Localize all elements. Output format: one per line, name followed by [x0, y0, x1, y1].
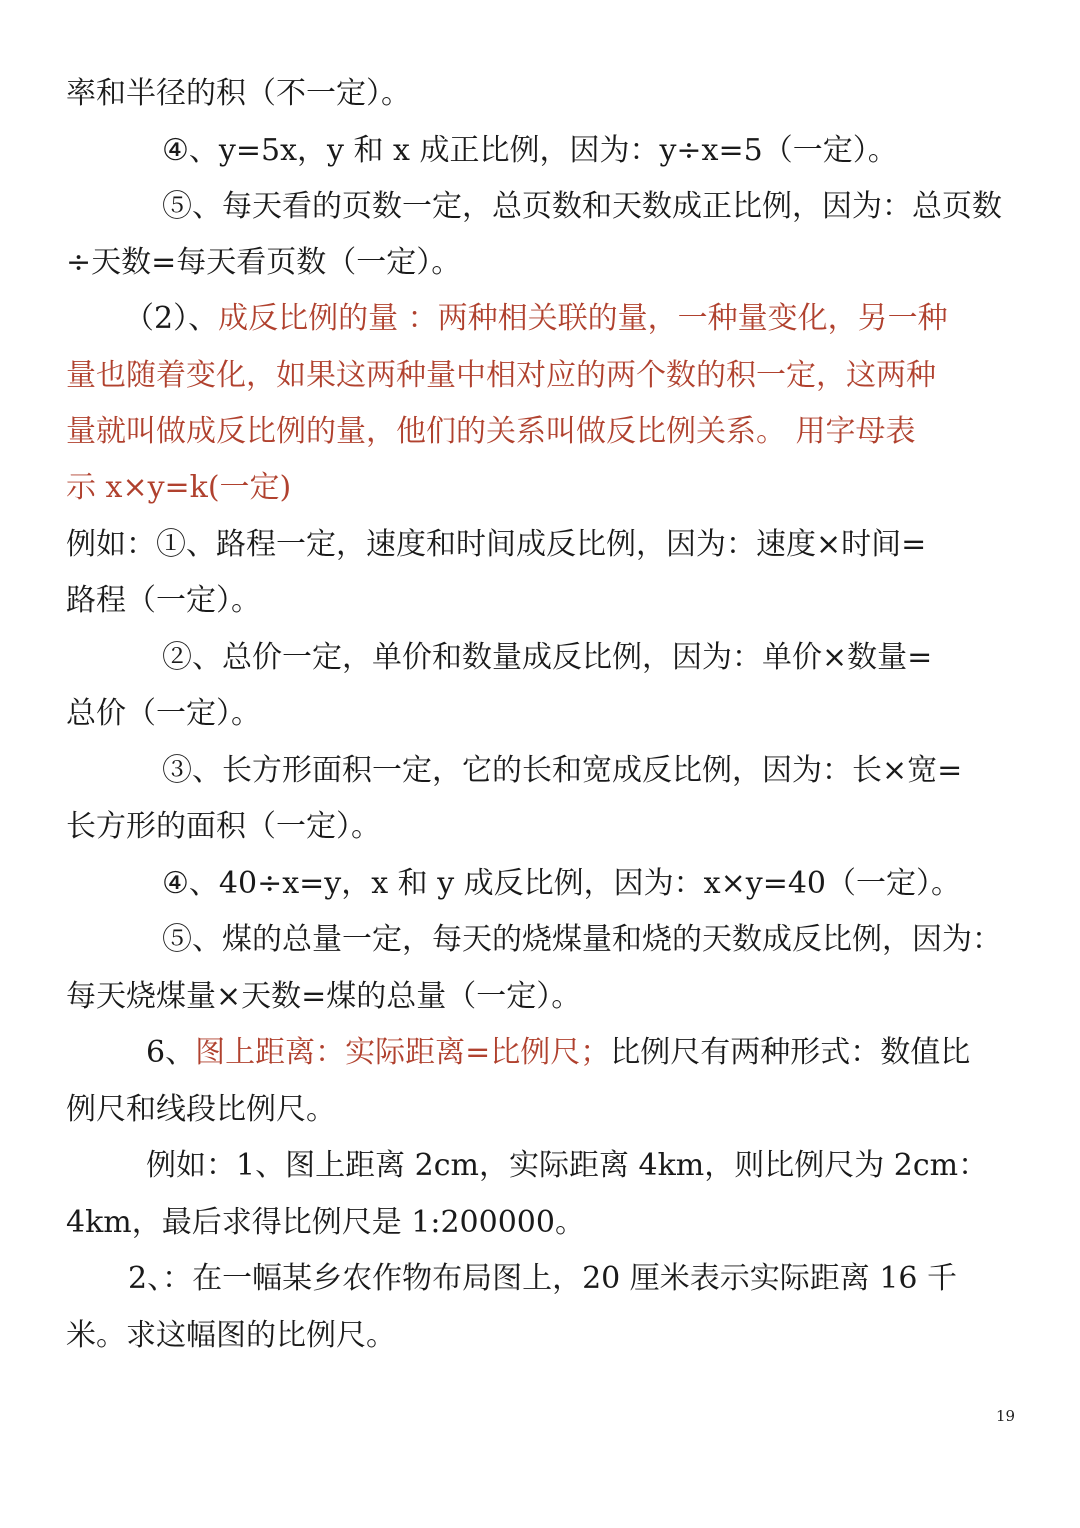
- body-text: 长方形的面积（一定）。: [66, 809, 381, 844]
- line-12: [66, 694, 1026, 734]
- line-9: [66, 525, 1026, 565]
- body-text: 例如：1、图上距离 2cm，实际距离 4km，则比例尺为 2cm：: [146, 1148, 989, 1183]
- line-5: [124, 299, 1026, 339]
- line-13: [162, 751, 1026, 791]
- line-11: [162, 638, 1026, 678]
- line-1: [66, 74, 1026, 114]
- line-18: [146, 1033, 1026, 1073]
- line-3: [162, 187, 1026, 227]
- body-text: （2）、: [124, 301, 219, 336]
- line-20: [146, 1146, 1026, 1186]
- line-7: [66, 412, 1026, 452]
- highlighted-text: 示 x×y=k(一定): [66, 470, 292, 505]
- line-2: [162, 131, 1026, 171]
- line-14: [66, 807, 1026, 847]
- line-15: [162, 864, 1026, 904]
- line-6: [66, 356, 1026, 396]
- line-23: [66, 1316, 1026, 1356]
- highlighted-text: 量也随着变化，如果这两种量中相对应的两个数的积一定，这两种: [66, 358, 936, 393]
- body-text: 比例尺有两种形式：数值比: [610, 1035, 971, 1070]
- body-text: ②、总价一定，单价和数量成反比例，因为：单价×数量=: [162, 640, 933, 675]
- page-number: 19: [996, 1407, 1016, 1425]
- body-text: ⑤、煤的总量一定，每天的烧煤量和烧的天数成反比例，因为：: [162, 922, 1002, 957]
- body-text: 路程（一定）。: [66, 583, 261, 618]
- body-text: 米。求这幅图的比例尺。: [66, 1318, 396, 1353]
- body-text: 6、: [146, 1035, 196, 1070]
- body-text: 2、：在一幅某乡农作物布局图上，20 厘米表示实际距离 16 千: [128, 1261, 958, 1296]
- body-text: 4km，最后求得比例尺是 1:200000。: [66, 1205, 585, 1240]
- body-text: ③、长方形面积一定，它的长和宽成反比例，因为：长×宽=: [162, 753, 963, 788]
- highlighted-text: 成反比例的量 ：两种相关联的量，一种量变化，另一种: [218, 301, 948, 336]
- body-text: ④、y=5x，y 和 x 成正比例，因为：y÷x=5（一定）。: [162, 133, 898, 168]
- line-8: [66, 468, 1026, 508]
- body-text: 例尺和线段比例尺。: [66, 1092, 336, 1127]
- line-22: [128, 1259, 1026, 1299]
- line-4: [66, 243, 1026, 283]
- body-text: 总价（一定）。: [66, 696, 261, 731]
- body-text: 率和半径的积（不一定）。: [66, 76, 411, 111]
- body-text: ⑤、每天看的页数一定，总页数和天数成正比例，因为：总页数: [162, 189, 1002, 224]
- line-10: [66, 581, 1026, 621]
- line-17: [66, 977, 1026, 1017]
- body-text: ÷天数=每天看页数（一定）。: [66, 245, 462, 280]
- line-16: [162, 920, 1026, 960]
- body-text: 每天烧煤量×天数=煤的总量（一定）。: [66, 979, 582, 1014]
- highlighted-text: 图上距离：实际距离=比例尺；: [195, 1035, 611, 1070]
- body-text: 例如：①、路程一定，速度和时间成反比例，因为：速度×时间=: [66, 527, 927, 562]
- body-text: ④、40÷x=y，x 和 y 成反比例，因为：x×y=40（一定）。: [162, 866, 961, 901]
- highlighted-text: 量就叫做成反比例的量，他们的关系叫做反比例关系。 用字母表: [66, 414, 916, 449]
- line-19: [66, 1090, 1026, 1130]
- line-21: [66, 1203, 1026, 1243]
